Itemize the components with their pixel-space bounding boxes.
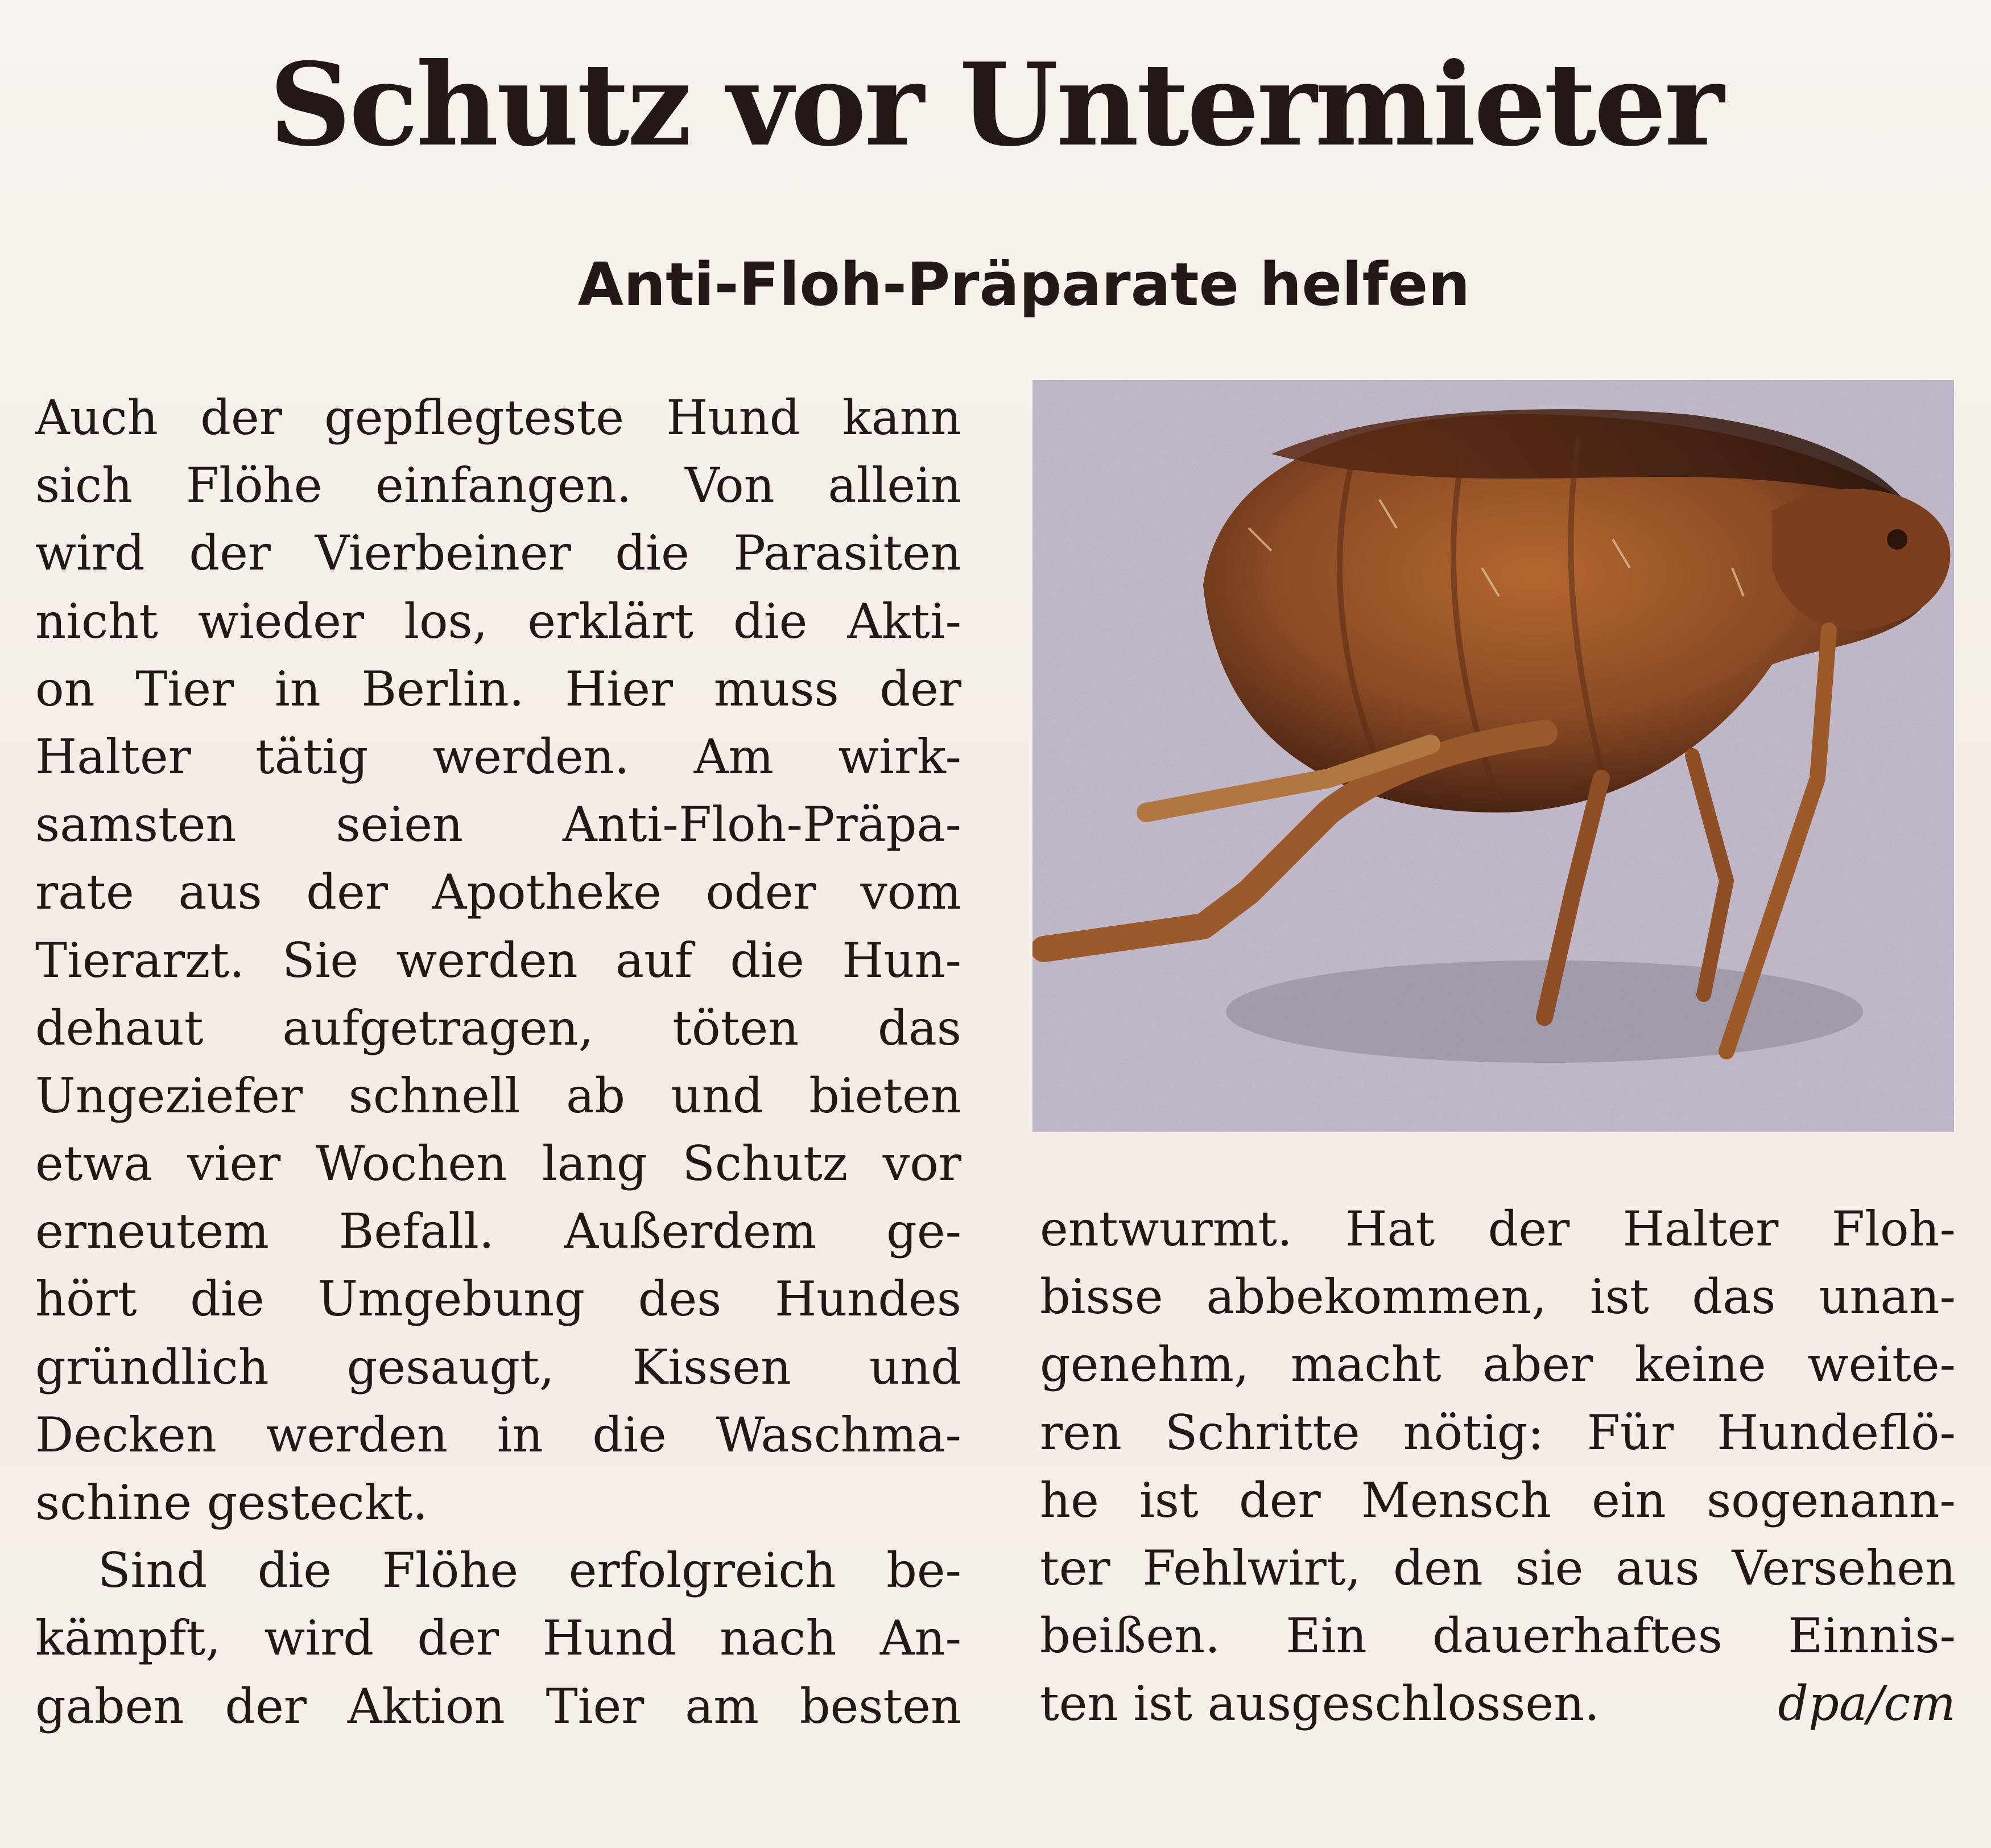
text-line: genehm, macht aber keine weite- [1040,1336,1956,1393]
flea-photo [1032,380,1954,1132]
text-line: erneutem Befall. Außerdem ge- [35,1203,961,1260]
text-line: gaben der Aktion Tier am besten [35,1678,961,1734]
text-line: ren Schritte nötig: Für Hundeflö- [1040,1404,1956,1461]
text-line: etwa vier Wochen lang Schutz vor [35,1136,961,1192]
text-line: entwurmt. Hat der Halter Floh- [1040,1201,1956,1257]
text-line: ter Fehlwirt, den sie aus Versehen [1040,1540,1956,1596]
text-line: sich Flöhe einfangen. Von allein [35,457,961,514]
subheadline: Anti-Floh-Präparate helfen [577,250,1470,319]
text-line: on Tier in Berlin. Hier muss der [35,661,961,717]
final-text: ten ist ausgeschlossen. [1040,1676,1600,1732]
article-column-right [1040,1195,1956,1738]
text-line [1040,1670,1956,1738]
paragraph-start-line: Sind die Flöhe erfolgreich be- [98,1542,961,1599]
byline: dpa/cm [1778,1676,1956,1732]
text-line: Auch der gepflegteste Hund kann [35,390,961,446]
text-line: dehaut aufgetragen, töten das [35,1000,961,1056]
text-line: Ungeziefer schnell ab und bieten [35,1067,961,1124]
text-line: rate aus der Apotheke oder vom [35,864,961,921]
text-line: bisse abbekommen, ist das unan- [1040,1269,1956,1325]
text-line: gründlich gesaugt, Kissen und [35,1339,961,1395]
flea-illustration [1032,380,1954,1132]
text-line: Tierarzt. Sie werden auf die Hun- [35,932,961,988]
headline: Schutz vor Untermieter [269,38,1722,172]
text-line: schine gesteckt. [35,1475,428,1531]
text-line: kämpft, wird der Hund nach An- [35,1610,961,1666]
text-line: Halter tätig werden. Am wirk- [35,728,961,785]
text-line: he ist der Mensch ein sogenann- [1040,1472,1956,1528]
text-line: Decken werden in die Waschma- [35,1406,961,1463]
text-line: beißen. Ein dauerhaftes Einnis- [1040,1608,1956,1664]
article-column-left [35,384,961,1740]
text-line: hört die Umgebung des Hundes [35,1271,961,1327]
text-line: nicht wieder los, erklärt die Akti- [35,593,961,649]
text-line: samsten seien Anti-Floh-Präpa- [35,797,961,853]
text-line: wird der Vierbeiner die Parasiten [35,525,961,581]
